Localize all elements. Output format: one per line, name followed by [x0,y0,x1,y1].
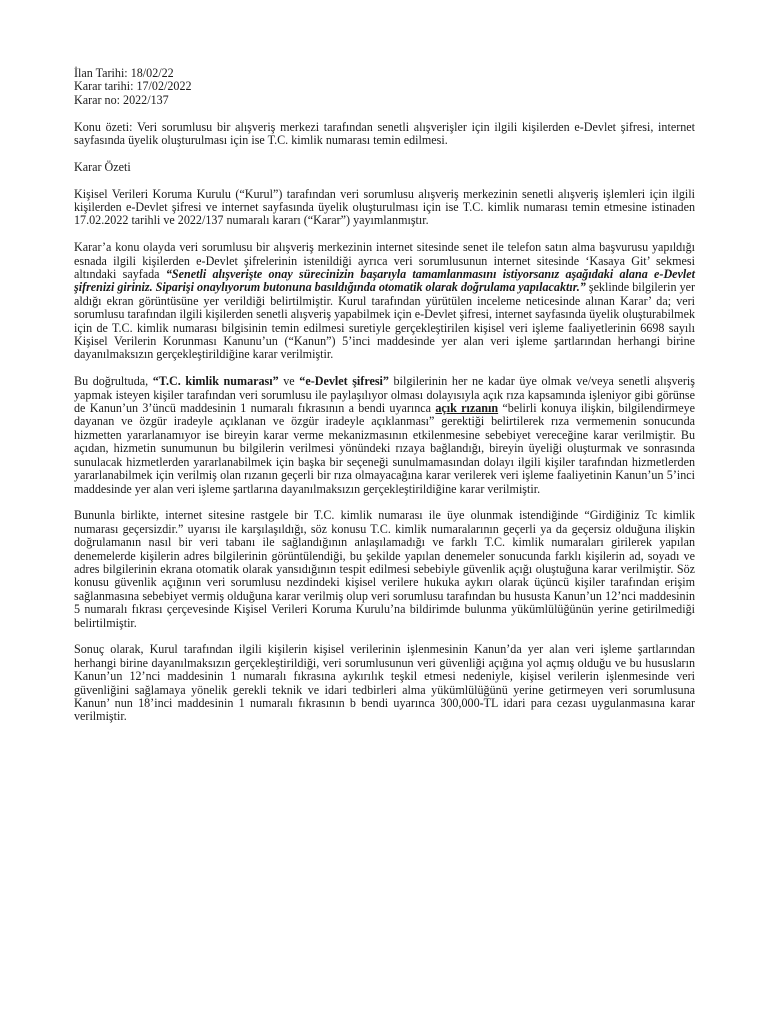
text-segment: bilgilerinin her ne kadar üye olmak ve/veya senetli alışveriş yapmak isteyen kişiler tarafından veri sorumlusu ile paylaşılıyor olması dolayısıyla açık rıza kapsamında işleniyor gibi görünse de Kanun’un 3’üncü maddesinin 1 numaralı fıkrasının a bendi uyarınca [74,374,695,416]
decision-summary-heading: Karar Özeti [74,159,131,174]
underlined-term-acik-riza: açık rızanın [435,401,499,416]
text-segment: ve [278,374,300,389]
paragraph-intro: Kişisel Verileri Koruma Kurulu (“Kurul”) tarafından veri sorumlusu alışveriş merkezinin senetli alışveriş işlemleri için ilgili kişilerden e-Devlet şifresi ve internet sayfasında üyelik oluşturulması için ise T.C. kimlik numarası temin etmesine istinaden 17.02.2022 tarihli ve 2022/137 numaralı kararı (“Karar”) yayımlanmıştır. [74,186,695,228]
announcement-date: İlan Tarihi: 18/02/22 [74,66,174,80]
text-segment: şeklinde bilgilerin yer aldığı ekran görüntüsüne yer verildiği belirtilmiştir. Kurul tarafından yürütülen inceleme neticesinde alınan Karar’ da; veri sorumlusu tarafından ilgili kişilerden senetli alışveriş yapabilmek için e-Devlet şifresi, internet sayfasında üyelik oluşturabilmek için de T.C. kimlik numarası bilgisinin temin edilmesi suretiyle gerçekleştirilen kişisel veri işleme faaliyetlerinin 6698 sayılı Kişisel Verilerin Korunması Kanunu’un (“Kanun”) 5’inci maddesinde yer alan veri işleme şartlarından herhangi birine dayanılmaksızın gerçekleştirildiğine karar verilmiştir. [74,280,696,362]
paragraph-conclusion: Sonuç olarak, Kurul tarafından ilgili kişilerin kişisel verilerinin işlenmesinin Kanun’da yer alan veri işleme şartlarından herhangi birine dayanılmaksızın gerçekleştirildiği, veri sorumlusunun veri güvenliği açığına yol açmış olduğu ve bu hususların Kanun’un 12’nci maddesinin 1 numaralı fıkrasına aykırılık teşkil etmesi nedeniyle, kişisel verilerin işlenmesinde veri güvenliğini sağlamaya yönelik gerekli teknik ve idari tedbirleri alma yükümlülüğünü yerine getirmeyen veri sorumlusuna Kanun’ nun 18’inci maddesinin 1 numaralı fıkrasının b bendi uyarınca 300,000-TL idari para cezası uygulanmasına karar verilmiştir. [74,642,695,724]
text-segment: “belirli konuya ilişkin, bilgilendirmeye dayanan ve özgür iradeyle açıklanan ve özgür iradeyle açıklanması” gerektiği belirtilerek rıza vermemenin sonucunda hizmetten yararlanamıyor ise bireyin karar verme mekanizmasının etkilenmesine sebebiyet vereceğine karar verilmiştir. Bu açıdan, hizmetin sunumunun bu bilgilerin verilmesi yönündeki rızaya bağlandığı, bireyin üyeliği oluşturmak ve sonrasında sunulacak hizmetlerden yararlanabilmek için başka bir seçeneği sunulmamasından dolayı ilgili kişiler tarafından hizmetlerden yararlanabilmek için verilmiş olan rızanın geçerli bir rıza olmayacağına karar verilerek veri işleme faaliyetinin Kanun’un 5’inci maddesinde yer alan veri işleme şartlarına dayanılmaksızın gerçekleştirildiğine karar verilmiştir. [74,401,695,496]
website-quote: “Senetli alışverişte onay sürecinizin başarıyla tamamlanmasını istiyorsanız aşağıdaki alana e-Devlet şifrenizi giriniz. Siparişi onaylıyorum butonuna basıldığında otomatik olarak doğrulama yapılacaktır.” [74,267,696,295]
document-page [74,67,695,724]
text-segment: Bu doğrultuda, [74,374,153,389]
paragraph-security-breach: Bununla birlikte, internet sitesine rastgele bir T.C. kimlik numarası ile üye olunmak istendiğinde “Girdiğiniz Tc kimlik numarası geçersizdir.” uyarısı ile karşılaşıldığı, söz konusu T.C. kimlik numaralarının geçerli ya da geçersiz olduğuna ilişkin doğrulamanın nasıl bir veri tabanı ile sağlandığının anlaşılamadığı ve farklı T.C. kimlik numaraları girilerek yapılan denemelerde kişilerin adres bilgilerinin görüntülendiği, bu şekilde yapılan denemeler sonucunda farklı kişilerin ad, soyadı ve adres bilgilerinin ekrana otomatik olarak yansıdığının tespit edilmesi sebebiyle güvenlik açığı oluştuğuna karar verilmiştir. Söz konusu güvenlik açığının veri sorumlusu nezdindeki kişisel verilere hukuka aykırı olarak üçüncü kişiler tarafından erişim sağlanmasına sebebiyet vermiş olduğuna karar verilmiş olup veri sorumlusu tarafından bu hususta Kanun’un 12’nci maddesinin 5 numaralı fıkrası çerçevesinde Kişisel Verileri Koruma Kurulu’na bildirimde bulunma yükümlülüğünün yerine getirilmediği belirtilmiştir. [74,508,695,630]
decision-number: Karar no: 2022/137 [74,92,169,107]
bold-term-tc-kimlik: “T.C. kimlik numarası” [152,374,279,389]
subject-summary: Konu özeti: Veri sorumlusu bir alışveriş merkezi tarafından senetli alışverişler için ilgili kişilerden e-Devlet şifresi, internet sayfasında üyelik oluşturulması için ise T.C. kimlik numarası temin edilmesi. [74,119,695,148]
bold-term-edevlet: “e-Devlet şifresi” [299,374,389,389]
text-segment: Karar’a konu olayda veri sorumlusu bir alışveriş merkezinin internet sitesinde senet ile telefon satın alma başvurusu yapıldığı esnada ilgili kişilerden e-Devlet şifrelerinin istenildiği ayrıca veri sorumlusunun internet sitesinde ‘Kasaya Git’ sekmesi altındaki sayfada [74,240,695,282]
decision-date: Karar tarihi: 17/02/2022 [74,79,192,94]
paragraph-explicit-consent [74,375,695,496]
decision-metadata [74,67,695,107]
paragraph-case-facts [74,241,695,362]
